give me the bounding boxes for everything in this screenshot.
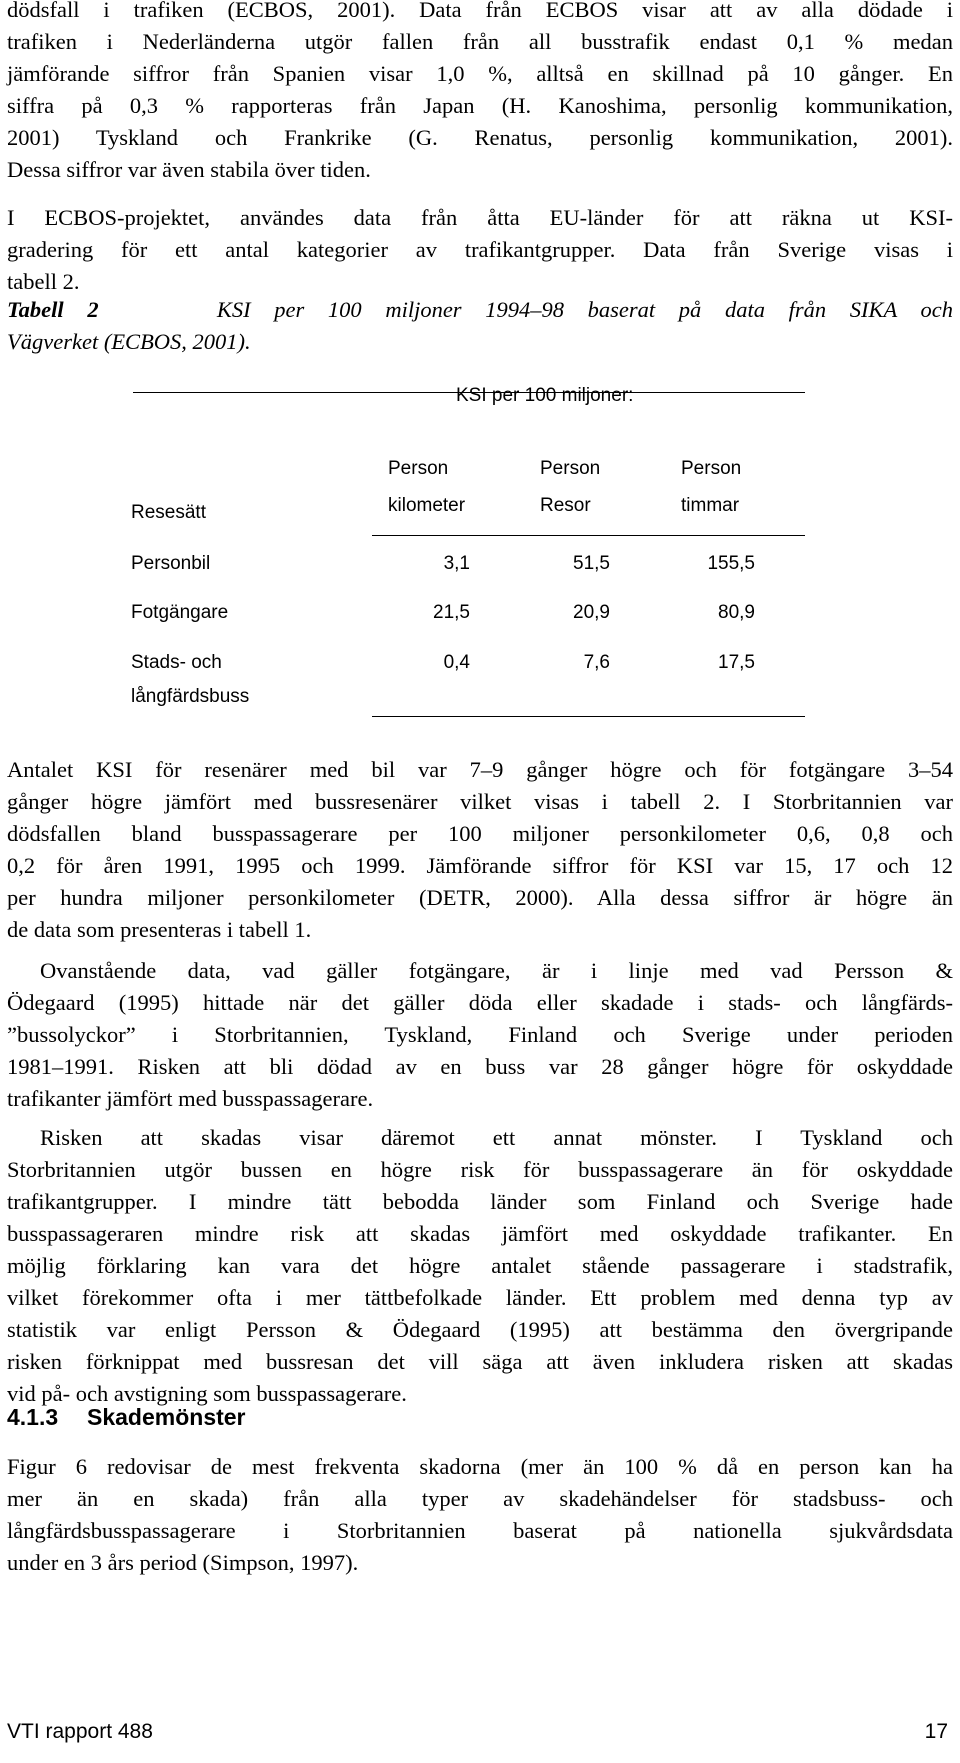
text-line: 0,2 för åren 1991, 1995 och 1999. Jämförande siffror för KSI var 15, 17 och 12 bbox=[7, 853, 953, 878]
table-cell: 7,6 bbox=[583, 652, 610, 673]
table-row-label: Fotgängare bbox=[131, 602, 229, 623]
section-number: 4.1.3 bbox=[7, 1404, 59, 1430]
text-line: trafikanter jämfört med busspassagerare. bbox=[7, 1086, 374, 1111]
text-line: mer än en skada) från alla typer av skadehändelser för stadsbuss- och bbox=[7, 1486, 953, 1511]
text-line: Dessa siffror var även stabila över tiden. bbox=[7, 157, 371, 182]
table-cell: 51,5 bbox=[573, 553, 610, 574]
text-line: jämförande siffror från Spanien visar 1,0 %, alltså en skillnad på 10 gånger. En bbox=[7, 61, 953, 86]
text-line: per hundra miljoner personkilometer (DETR, 2000). Alla dessa siffror är högre än bbox=[7, 885, 953, 910]
text-line: vid på- och avstigning som busspassagerare. bbox=[7, 1381, 407, 1406]
table-cell: 80,9 bbox=[718, 602, 755, 623]
text-line: Risken att skadas visar däremot ett annat mönster. I Tyskland och bbox=[40, 1125, 953, 1150]
paragraph-ksi bbox=[7, 754, 953, 946]
text-line: möjlig förklaring kan vara det högre antalet stående passagerare i stadstrafik, bbox=[7, 1253, 953, 1278]
table-cell: 17,5 bbox=[718, 652, 755, 673]
table-group-header: KSI per 100 miljoner: bbox=[456, 385, 634, 406]
text-line: risken förknippat med bussresan det vill säga att även inkludera risken att skadas bbox=[7, 1349, 953, 1374]
footer-report: VTI rapport 488 bbox=[7, 1720, 153, 1743]
text-line: gånger högre jämfört med bussresenärer vilket visas i tabell 2. I Storbritannien var bbox=[7, 789, 953, 814]
table-cell: 21,5 bbox=[433, 602, 470, 623]
column-header: Person bbox=[681, 458, 742, 479]
column-header: Resor bbox=[540, 495, 591, 516]
table-header-rule bbox=[372, 535, 805, 536]
text-line: tabell 2. bbox=[7, 269, 80, 294]
section-title: Skademönster bbox=[87, 1404, 246, 1430]
table-cell: 0,4 bbox=[443, 652, 470, 673]
table-cell: 20,9 bbox=[573, 602, 610, 623]
table-caption-text: Vägverket (ECBOS, 2001). bbox=[7, 329, 251, 354]
table-caption-text: KSI per 100 miljoner 1994–98 baserat på data från SIKA och bbox=[216, 297, 953, 322]
text-line: Storbritannien utgör bussen en högre risk för busspassagerare än för oskyddade bbox=[7, 1157, 953, 1182]
column-header: Person bbox=[540, 458, 601, 479]
text-line: ”bussolyckor” i Storbritannien, Tyskland, Finland och Sverige under perioden bbox=[7, 1022, 953, 1047]
text-line: gradering för ett antal kategorier av trafikantgrupper. Data från Sverige visas i bbox=[7, 237, 953, 262]
section-heading bbox=[7, 1404, 246, 1431]
table-cell: 155,5 bbox=[707, 553, 755, 574]
paragraph-intro bbox=[7, 0, 953, 186]
row-header-label: Resesätt bbox=[131, 502, 206, 523]
paragraph-fotgangare bbox=[7, 955, 953, 1115]
text-line: vilket förekommer ofta i mer tättbefolkade länder. Ett problem med denna typ av bbox=[7, 1285, 953, 1310]
table-row-label: Stads- och bbox=[131, 652, 222, 673]
text-line: I ECBOS-projektet, användes data från åtta EU-länder för att räkna ut KSI- bbox=[7, 205, 953, 230]
table-row-label: Personbil bbox=[131, 553, 211, 574]
text-line: 2001) Tyskland och Frankrike (G. Renatus, personlig kommunikation, 2001). bbox=[7, 125, 953, 150]
text-line: trafiken i Nederländerna utgör fallen från all busstrafik endast 0,1 % medan bbox=[7, 29, 953, 54]
text-line: långfärdsbusspassagerare i Storbritannien baserat på nationella sjukvårdsdata bbox=[7, 1518, 953, 1543]
text-line: siffra på 0,3 % rapporteras från Japan (H. Kanoshima, personlig kommunikation, bbox=[7, 93, 953, 118]
text-line: 1981–1991. Risken att bli dödad av en buss var 28 gånger högre för oskyddade bbox=[7, 1054, 953, 1079]
text-line: Antalet KSI för resenärer med bil var 7–9 gånger högre och för fotgängare 3–54 bbox=[7, 757, 953, 782]
text-line: dödsfall i trafiken (ECBOS, 2001). Data från ECBOS visar att av alla dödade i bbox=[7, 0, 953, 22]
paragraph-ecbos bbox=[7, 202, 953, 298]
column-header: timmar bbox=[681, 495, 740, 516]
paragraph-risk bbox=[7, 1122, 953, 1410]
text-line: Figur 6 redovisar de mest frekventa skadorna (mer än 100 % då en person kan ha bbox=[7, 1454, 953, 1479]
footer-page-number: 17 bbox=[924, 1720, 948, 1743]
text-line: de data som presenteras i tabell 1. bbox=[7, 917, 312, 942]
column-header: Person bbox=[388, 458, 449, 479]
column-header: kilometer bbox=[388, 495, 466, 516]
table-caption bbox=[7, 294, 953, 358]
text-line: statistik var enligt Persson & Ödegaard (1995) att bestämma den övergripande bbox=[7, 1317, 953, 1342]
text-line: trafikantgrupper. I mindre tätt bebodda länder som Finland och Sverige hade bbox=[7, 1189, 953, 1214]
text-line: dödsfallen bland busspassagerare per 100 miljoner personkilometer 0,6, 0,8 och bbox=[7, 821, 953, 846]
text-line: under en 3 års period (Simpson, 1997). bbox=[7, 1550, 359, 1575]
text-line: Ovanstående data, vad gäller fotgängare, är i linje med vad Persson & bbox=[40, 958, 953, 983]
paragraph-figure6 bbox=[7, 1451, 953, 1579]
table-bottom-rule bbox=[372, 716, 805, 717]
table-cell: 3,1 bbox=[443, 553, 470, 574]
table-caption-label: Tabell 2 bbox=[7, 297, 99, 322]
text-line: busspassageraren mindre risk att skadas jämfört med oskyddade trafikanter. En bbox=[7, 1221, 953, 1246]
table-row-label: långfärdsbuss bbox=[131, 686, 250, 707]
text-line: Ödegaard (1995) hittade när det gäller döda eller skadade i stads- och långfärds- bbox=[7, 990, 953, 1015]
